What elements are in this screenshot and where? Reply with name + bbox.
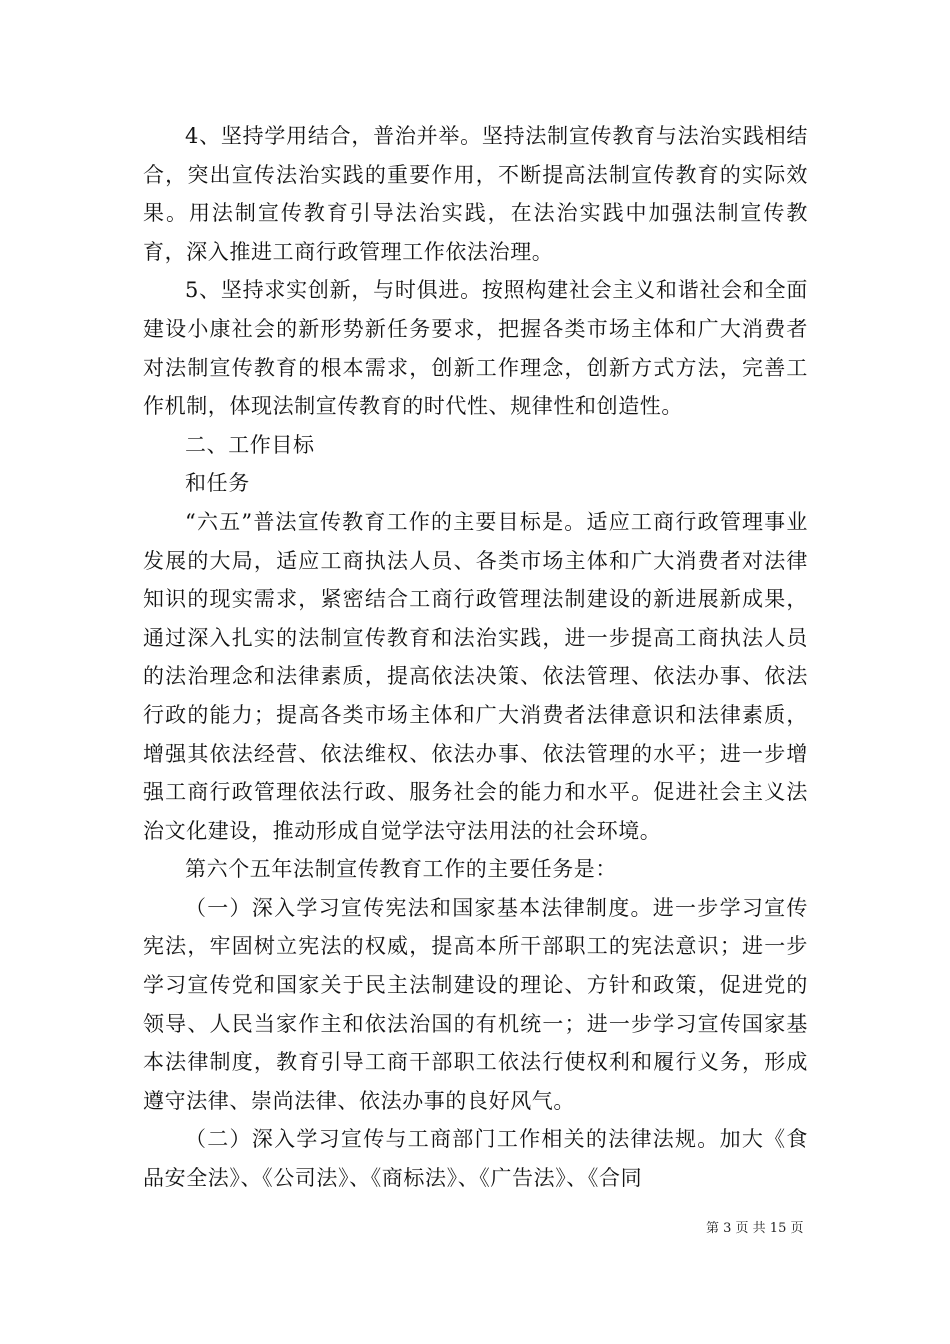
paragraph-task-1: （一）深入学习宣传宪法和国家基本法律制度。进一步学习宣传宪法，牢固树立宪法的权威，提高本所干部职工的宪法意识；进一步学习宣传党和国家关于民主法制建设的理论、方针和政策，促进党的领导、人民当家作主和依法治国的有机统一；进一步学习宣传国家基本法律制度，教育引导工商干部职工依法行使权利和履行义务，形成遵守法律、崇尚法律、依法办事的良好风气。	[143, 895, 808, 1113]
paragraph-principle-4: 4、坚持学用结合，普治并举。坚持法制宣传教育与法治实践相结合，突出宣传法治实践的重要作用，不断提高法制宣传教育的实际效果。用法制宣传教育引导法治实践，在法治实践中加强法制宣传教育，深入推进工商行政管理工作依法治理。	[143, 124, 808, 264]
paragraph-principle-5: 5、坚持求实创新，与时俱进。按照构建社会主义和谐社会和全面建设小康社会的新形势新任务要求，把握各类市场主体和广大消费者对法制宣传教育的根本需求，创新工作理念，创新方式方法，完善工作机制，体现法制宣传教育的时代性、规律性和创造性。	[143, 278, 808, 419]
paragraph-main-goal: “六五”普法宣传教育工作的主要目标是。适应工商行政管理事业发展的大局，适应工商执法人员、各类市场主体和广大消费者对法律知识的现实需求，紧密结合工商行政管理法制建设的新进展新成果，通过深入扎实的法制宣传教育和法治实践，进一步提高工商执法人员的法治理念和法律素质，提高依法决策、依法管理、依法办事、依法行政的能力；提高各类市场主体和广大消费者法律意识和法律素质，增强其依法经营、依法维权、依法办事、依法管理的水平；进一步增强工商行政管理依法行政、服务社会的能力和水平。促进社会主义法治文化建设，推动形成自觉学法守法用法的社会环境。	[143, 509, 808, 843]
section-heading-goals: 二、工作目标	[185, 432, 315, 457]
paragraph-task-2: （二）深入学习宣传与工商部门工作相关的法律法规。加大《食品安全法》、《公司法》、《商标法》、《广告法》、《合同	[143, 1127, 808, 1191]
paragraph-main-tasks-intro: 第六个五年法制宣传教育工作的主要任务是：	[185, 857, 617, 882]
document-body	[143, 117, 808, 1198]
page-number-footer: 第 3 页 共 15 页	[706, 1221, 804, 1236]
section-heading-tasks: 和任务	[185, 471, 250, 496]
